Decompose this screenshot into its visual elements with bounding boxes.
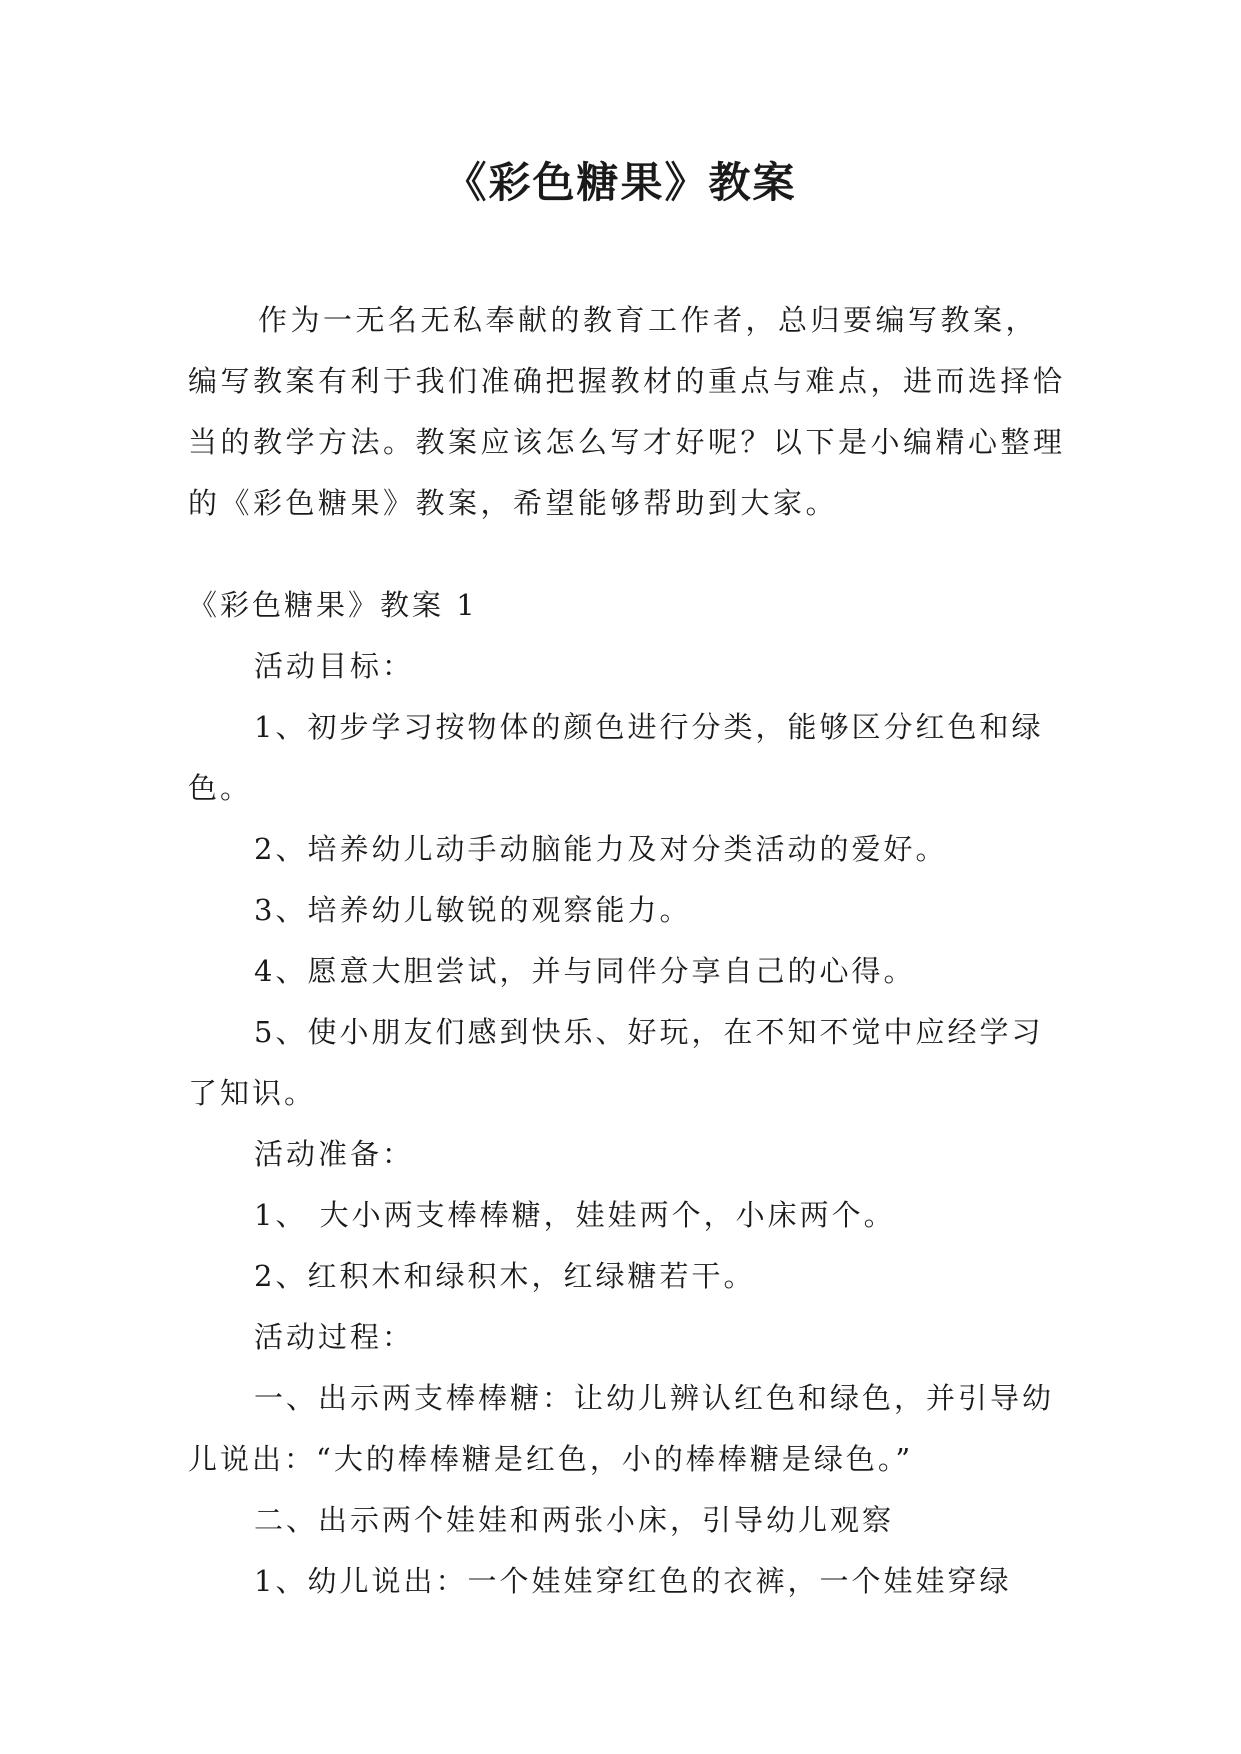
document-body	[188, 575, 1068, 1612]
paragraph-activity-preparation: 活动准备：	[254, 1137, 415, 1171]
paragraph-process-step-2: 二、出示两个娃娃和两张小床，引导幼儿观察	[254, 1503, 895, 1537]
paragraph-process-step-1: 一、出示两支棒棒糖：让幼儿辨认红色和绿色，并引导幼儿说出：“大的棒棒糖是红色，小的棒棒糖是绿色。”	[188, 1381, 1055, 1476]
document-title: 《彩色糖果》教案	[444, 158, 797, 207]
section-heading: 《彩色糖果》教案 1	[188, 588, 478, 622]
paragraph-goal-5: 5、使小朋友们感到快乐、好玩，在不知不觉中应经学习了知识。	[188, 1015, 1044, 1110]
intro-paragraph: 作为一无名无私奉献的教育工作者，总归要编写教案，编写教案有利于我们准确把握教材的重点与难点，进而选择恰当的教学方法。教案应该怎么写才好呢？以下是小编精心整理的《彩色糖果》教案，希望能够帮助到大家。	[188, 303, 1066, 520]
paragraph-goal-3: 3、培养幼儿敏锐的观察能力。	[254, 893, 692, 927]
paragraph-preparation-2: 2、红积木和绿积木，红绿糖若干。	[254, 1259, 756, 1293]
paragraph-activity-process: 活动过程：	[254, 1320, 415, 1354]
paragraph-process-substep-1: 1、幼儿说出：一个娃娃穿红色的衣裤，一个娃娃穿绿	[254, 1564, 1012, 1598]
paragraph-goal-4: 4、愿意大胆尝试，并与同伴分享自己的心得。	[254, 954, 916, 988]
paragraph-preparation-1: 1、 大小两支棒棒糖，娃娃两个，小床两个。	[254, 1198, 896, 1232]
paragraph-activity-goals: 活动目标：	[254, 649, 415, 683]
paragraph-goal-1: 1、初步学习按物体的颜色进行分类，能够区分红色和绿色。	[188, 710, 1044, 805]
paragraph-goal-2: 2、培养幼儿动手动脑能力及对分类活动的爱好。	[254, 832, 948, 866]
